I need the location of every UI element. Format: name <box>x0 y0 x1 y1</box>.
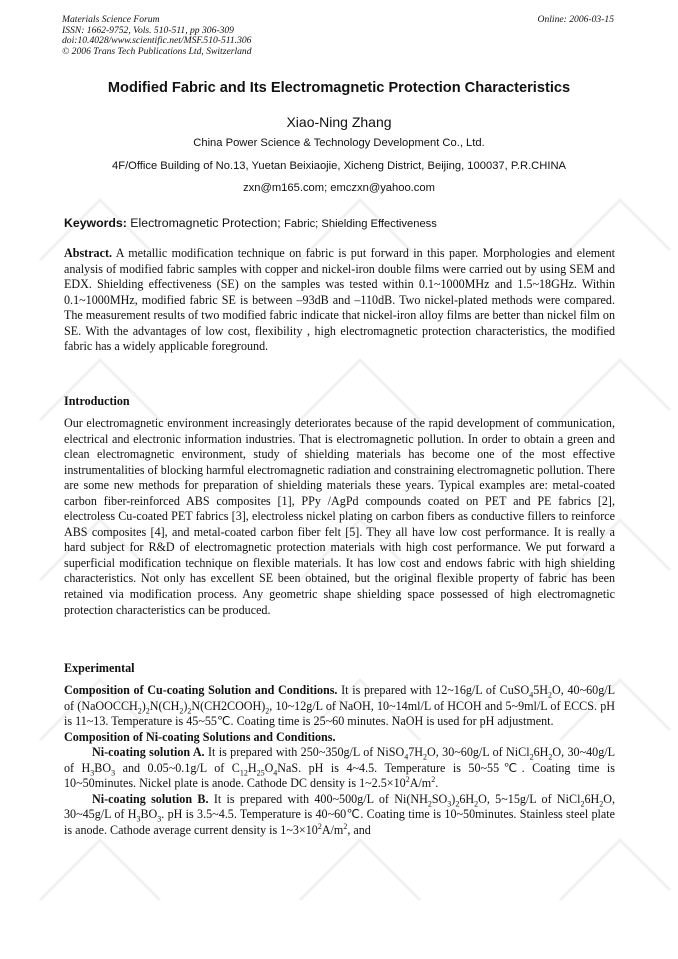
affiliation-address: 4F/Office Building of No.13, Yuetan Beixiaojie, Xicheng District, Beijing, 100037, P.R.CHINA <box>112 160 566 172</box>
subscript: 2 <box>265 705 270 715</box>
subscript: 2 <box>529 752 534 762</box>
cu-text: O, 40~60g/L of (NaOOCCH <box>64 683 615 713</box>
keywords-line <box>64 216 624 230</box>
subscript: 2 <box>548 752 553 762</box>
subscript: 2 <box>599 799 604 809</box>
keyword-first: Electromagnetic Protection; <box>130 216 281 230</box>
ni-b-text: A/m <box>321 822 344 837</box>
subscript: 4 <box>529 690 534 700</box>
ni-a-text: O <box>264 760 274 775</box>
cu-text: It is prepared with 12~16g/L of CuSO <box>341 683 530 697</box>
subscript: 12 <box>239 768 248 778</box>
cu-text: N(CH2COOH) <box>191 698 266 713</box>
keywords-rest: Fabric; Shielding Effectiveness <box>284 218 437 230</box>
subscript: 3 <box>90 768 95 778</box>
subscript: 3 <box>157 814 162 824</box>
ni-b-text: ) <box>451 791 456 806</box>
ni-b-text: , and <box>347 822 371 837</box>
cu-coating-heading: Composition of Cu-coating Solution and Conditions. <box>64 683 338 697</box>
subscript: 2 <box>548 690 553 700</box>
online-date: Online: 2006-03-15 <box>537 14 614 25</box>
subscript: 2 <box>423 752 428 762</box>
cu-text: 5H <box>533 683 549 697</box>
ni-a-text: 6H <box>533 745 549 760</box>
superscript: 2 <box>431 775 436 785</box>
introduction-heading: Introduction <box>64 394 130 408</box>
ni-a-text: NaS. pH is 4~4.5. Temperature is 50~55℃. Coating time is 10~50minutes. Nickel plate is anode. Cathode DC density is 1~2.5×10 <box>64 760 615 791</box>
affiliation-company: China Power Science & Technology Development Co., Ltd. <box>193 137 485 149</box>
superscript: 2 <box>343 821 348 831</box>
subscript: 2 <box>455 799 460 809</box>
subscript: 2 <box>145 705 150 715</box>
subscript: 2 <box>137 705 142 715</box>
cu-text: N(CH <box>149 698 180 713</box>
ni-a-text: and 0.05~0.1g/L of C <box>115 760 240 775</box>
subscript: 3 <box>447 799 452 809</box>
journal-name: Materials Science Forum <box>62 14 160 25</box>
subscript: 3 <box>136 814 141 824</box>
ni-b-text: . pH is 3.5~4.5. Temperature is 40~60℃. Coating time is 10~50minutes. Stainless steel plate is anode. Cathode average current density is 1~3×10 <box>64 807 615 837</box>
ni-a-text: BO <box>94 760 112 775</box>
ni-b-text: O, 5~15g/L of NiCl <box>478 791 581 806</box>
ni-solution-a-label: Ni-coating solution A. <box>92 745 205 760</box>
ni-a-text: 7H <box>408 745 424 760</box>
ni-b-text: 6H <box>584 791 600 806</box>
copyright-line: © 2006 Trans Tech Publications Ltd, Switzerland <box>62 45 252 57</box>
subscript: 3 <box>111 768 116 778</box>
subscript: 4 <box>404 752 409 762</box>
superscript: 2 <box>317 821 322 831</box>
journal-header <box>62 15 252 57</box>
ni-a-text: O, 30~40g/L of H <box>64 745 615 775</box>
subscript: 2 <box>474 799 479 809</box>
subscript: 2 <box>187 705 192 715</box>
experimental-heading: Experimental <box>64 661 135 675</box>
abstract-label: Abstract. <box>64 246 113 260</box>
keywords-label: Keywords: <box>64 216 127 230</box>
subscript: 2 <box>427 799 432 809</box>
subscript: 2 <box>179 705 184 715</box>
abstract-section <box>64 246 615 355</box>
author-email: zxn@m165.com; emczxn@yahoo.com <box>243 182 435 194</box>
introduction-text: Our electromagnetic environment increasingly deteriorates because of the rapid development of communication, electrical and electronic information industries. That is electromagnetic pollution. In order to obtain a green and clean electromagnetic environment, study of shielding materials has become one of the most effective instrumentalities of blocking harmful electromagnetic radiation and constraining electromagnetic pollution. There are some new methods for preparation of shielding materials these years. Typical examples are: metal-coated carbon fiber-reinforced ABS composites [1], PPy /AgPd compounds coated on PET and PE fabrics [2], electroless Cu-coated PET fabrics [3], electroless nickel plating on carbon fibers as conductive fillers to reinforce ABS composites [4], and metal-coated carbon fiber felt [5]. They all have low cost performance. It is really a hard subject for R&D of electromagnetic protection materials with high cost performance. We put forward a superficial modification technique on flexible materials. It has low cost and endows fabric with high shielding characteristics. Not only has excellent SE been obtained, but the original flexible property of fabric has been retained via modification process. Any geometric shape shielding space possessed of high electromagnetic protection characteristics can be produced. <box>64 416 615 617</box>
subscript: 4 <box>273 768 278 778</box>
ni-a-text: It is prepared with 250~350g/L of NiSO <box>207 745 405 760</box>
ni-solution-b-paragraph <box>64 792 615 839</box>
ni-b-text: BO <box>140 807 158 822</box>
subscript: 2 <box>580 799 585 809</box>
paper-title: Modified Fabric and Its Electromagnetic Protection Characteristics <box>107 80 571 96</box>
ni-a-text: A/m <box>409 776 432 791</box>
ni-b-text: O, 30~45g/L of H <box>64 791 615 822</box>
cu-coating-paragraph <box>64 683 615 730</box>
ni-solution-b-label: Ni-coating solution B. <box>92 791 209 806</box>
issn-line: ISSN: 1662-9752, Vols. 510-511, pp 306-309 <box>62 24 234 36</box>
ni-b-text: It is prepared with 400~500g/L of Ni(NH <box>213 791 428 806</box>
abstract-text: A metallic modification technique on fabric is put forward in this paper. Morphologies and element analysis of modified fabric samples with copper and nickel-iron double films were carried out by using SEM and EDX. Shielding effectiveness (SE) on the samples was tested within 0.1~1000MHz and 1.5~18GHz. Within 0.1~1000MHz, modified fabric SE is between –93dB and –110dB. Two nickel-plated methods were compared. The measurement results of two modified fabric indicate that nickel-iron alloy films are better than nickel film on SE. With the advantages of low cost, flexibility , high electromagnetic protection characteristics, the modified fabric has a widely applicable foreground. <box>64 246 615 354</box>
ni-a-text: H <box>247 760 257 775</box>
subscript: 25 <box>256 768 265 778</box>
ni-b-text: SO <box>431 791 448 806</box>
cu-text: , 10~12g/L of NaOH, 10~14ml/L of HCOH and 5~9ml/L of ECCS. pH is 11~13. Temperature is 45~55℃. Coating time is 25~60 minutes. NaOH is used for pH adjustment. <box>64 698 615 729</box>
author-name: Xiao-Ning Zhang <box>286 114 392 130</box>
cu-text: ) <box>183 698 188 713</box>
ni-coating-heading: Composition of Ni-coating Solutions and Conditions. <box>64 729 336 744</box>
cu-text: ) <box>141 698 146 713</box>
experimental-section <box>64 683 615 838</box>
ni-a-text: . <box>435 776 439 791</box>
ni-b-text: 6H <box>459 791 475 806</box>
doi-line: doi:10.4028/www.scientific.net/MSF.510-511.306 <box>62 35 252 47</box>
ni-solution-a-paragraph <box>64 745 615 792</box>
ni-a-text: O, 30~60g/L of NiCl <box>427 745 530 760</box>
superscript: 2 <box>405 775 410 785</box>
